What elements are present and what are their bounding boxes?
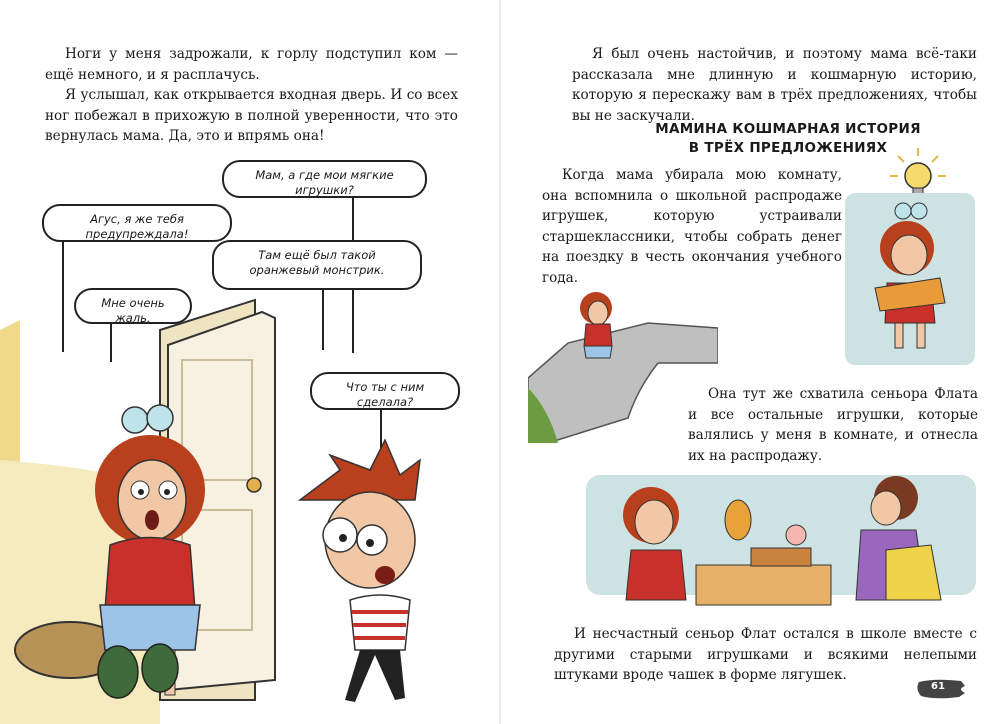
bubble-tail <box>322 290 324 350</box>
speech-bubble-toys-question: Мам, а где мои мягкие игрушки? <box>222 160 427 198</box>
speech-bubble-sorry: Мне очень жаль. <box>74 288 192 324</box>
story-sentence-2 <box>688 384 978 466</box>
paragraph: Ноги у меня задрожали, к горлу подступил ком — ещё немного, и я расплачусь. <box>45 46 458 83</box>
speech-bubble-orange-monster: Там ещё был такой оранжевый монстрик. <box>212 240 422 290</box>
boy-character <box>300 440 420 702</box>
paragraph: И несчастный сеньор Флат остался в школе вместе с другими старыми игрушками и всякими нелепыми штуками вроде чашек в форме лягушек. <box>554 626 977 683</box>
heading-line: В ТРЁХ ПРЕДЛОЖЕНИЯХ <box>688 140 888 156</box>
left-page-text <box>45 44 458 147</box>
paragraph: Я был очень настойчив, и поэтому мама всё-таки рассказала мне длинную и кошмарную историю, которую я перескажу вам в трёх предложениях, чтобы вы не заскучали. <box>572 46 977 124</box>
bubble-tail <box>380 410 382 448</box>
page-number-badge <box>915 678 967 700</box>
speech-bubble-warned: Агус, я же тебя предупреждала! <box>42 204 232 242</box>
paragraph: Когда мама убирала мою комнату, она вспомнила о школьной распродаже игрушек, которую устраивали старшеклассники, чтобы собрать денег на поездку в честь окончания учебного года. <box>542 167 842 286</box>
intro-paragraph <box>572 44 977 126</box>
speech-bubble-what-did-you-do: Что ты с ним сделала? <box>310 372 460 410</box>
paragraph: Она тут же схватила сеньора Флата и все остальные игрушки, которые валялись у меня в комнате, и отнесла их на распродажу. <box>688 386 978 464</box>
paragraph: Я услышал, как открывается входная дверь. И со всех ног побежал в прихожую в полной уверенности, что это вернулась мама. Да, это и впрямь она! <box>45 87 458 144</box>
bubble-tail <box>110 324 112 362</box>
heading-line: МАМИНА КОШМАРНАЯ ИСТОРИЯ <box>655 121 921 137</box>
toy-sale-illustration <box>586 460 976 610</box>
bubble-tail <box>62 242 64 352</box>
door-knob <box>247 478 261 492</box>
page-number: 61 <box>931 681 945 692</box>
story-sentence-3 <box>554 624 977 686</box>
right-page <box>500 0 1000 724</box>
girl-with-toys-panel <box>845 193 975 365</box>
